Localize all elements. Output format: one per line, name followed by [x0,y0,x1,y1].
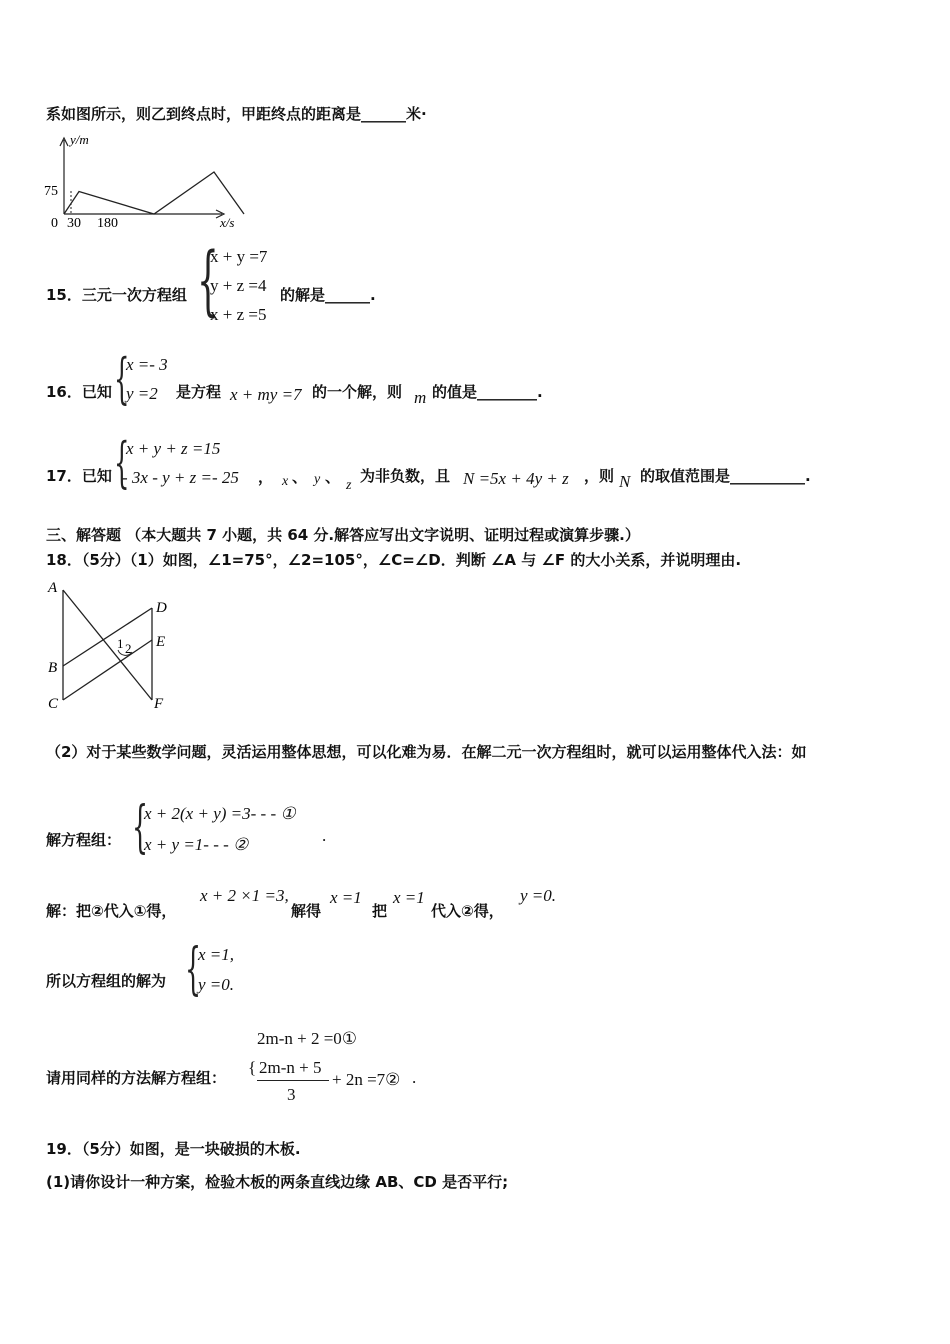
section3-header: 三、解答题 （本大题共 7 小题，共 64 分.解答应写出文字说明、证明过程或演算步骤.） [46,526,640,544]
q17-comma: ， [258,468,274,486]
sol-eq2: x =1 [330,888,362,907]
distance-line [64,172,244,214]
q15-suffix: 的解是______. [280,286,376,304]
q16-brace: { [114,347,130,410]
q16-mid: 是方程 [176,383,222,401]
q15-eq3: x + z =5 [210,305,267,324]
x-label: x/s [220,215,235,230]
label-C: C [48,696,59,712]
q17-v3: z [346,478,352,493]
q16-var: m [414,388,427,407]
q15-prefix: 15．三元一次方程组 [46,286,187,304]
q16-equation: x + my =7 [230,385,302,404]
label-A: A [48,580,58,596]
q17-v1: x [282,474,289,489]
q17-sep1: 、 [292,468,308,486]
task-numerator: 2m-n + 5 [259,1058,322,1077]
q15-brace: { [197,235,219,324]
q16-mid2: 的一个解，则 [312,383,403,401]
q15-eq2: y + z =4 [210,276,267,295]
example-brace: { [132,795,149,860]
q18-figure [44,578,184,714]
q18-part2-intro: （2）对于某些数学问题，灵活运用整体思想，可以化难为易．在解二元一次方程组时，就可以运用整体代入法：如 [46,743,807,761]
y-tick-75: 75 [44,184,58,199]
q17-var: N [619,472,631,491]
label-B: B [48,660,58,676]
task-denominator: 3 [287,1085,296,1104]
answer-label: 所以方程组的解为 [46,972,167,990]
x-tick-30: 30 [67,216,81,231]
q16-eq2: y =2 [126,384,158,403]
q14-text: 系如图所示，则乙到终点时，甲距终点的距离是______米· [46,105,427,123]
q17-eq1: x + y + z =15 [126,439,221,458]
q19-part1: (1)请你设计一种方案，检验木板的两条直线边缘 AB、CD 是否平行; [46,1173,509,1191]
q17-brace: { [114,431,130,494]
sol-mid2: 把 [372,902,388,920]
q17-prefix: 17．已知 [46,467,112,485]
q17-eq2: - 3x - y + z =- 25 [122,468,239,487]
label-F: F [154,696,164,712]
line-AF [63,590,152,700]
task-brace: { [248,1058,257,1077]
sol-mid3: 代入②得， [431,902,504,920]
q18-part1: 18．（5分）（1）如图，∠1=75°，∠2=105°，∠C=∠D．判断 ∠A 与 ∠F 的大小关系，并说明理由. [46,551,742,569]
label-1: 1 [117,636,124,651]
q16-suffix: 的值是________. [432,383,543,401]
label-E: E [156,634,166,650]
sol-mid1: 解得 [291,902,322,920]
example-end: . [322,826,327,845]
q16-eq1: x =- 3 [126,355,168,374]
q15-eq1: x + y =7 [210,247,268,266]
q17-suffix: 的取值范围是__________. [640,467,811,485]
line-CE [63,640,152,700]
answer-eq2: y =0. [198,975,235,994]
fraction-bar [257,1080,329,1081]
label-D: D [156,600,167,616]
q16-prefix: 16．已知 [46,383,112,401]
q14-graph [40,128,250,232]
line-BD [63,608,152,666]
q17-equation: N =5x + 4y + z [463,469,569,488]
label-2: 2 [125,641,132,656]
answer-brace: { [185,937,202,1002]
y-label: y/m [70,132,89,147]
task-label: 请用同样的方法解方程组： [46,1069,227,1087]
sol-eq1: x + 2 ×1 =3, [200,886,289,905]
q17-v2: y [314,472,321,487]
task-tail: + 2n =7② [332,1070,401,1089]
task-eq1: 2m-n + 2 =0① [257,1029,358,1048]
q17-mid: 为非负数，且 [360,467,451,485]
example-eq1: x + 2(x + y) =3- - - ① [144,804,296,823]
sol-eq4: y =0. [520,886,557,905]
q19-title: 19．（5分）如图，是一块破损的木板. [46,1140,301,1158]
sol-prefix: 解：把②代入①得， [46,902,177,920]
example-label: 解方程组： [46,831,122,849]
q17-sep2: 、 [325,468,341,486]
x-tick-180: 180 [97,216,118,231]
x-tick-0: 0 [51,216,58,231]
task-end: . [412,1068,417,1087]
answer-eq1: x =1, [198,945,235,964]
q17-mid2: ，则 [584,467,615,485]
example-eq2: x + y =1- - - ② [144,835,249,854]
sol-eq3: x =1 [393,888,425,907]
